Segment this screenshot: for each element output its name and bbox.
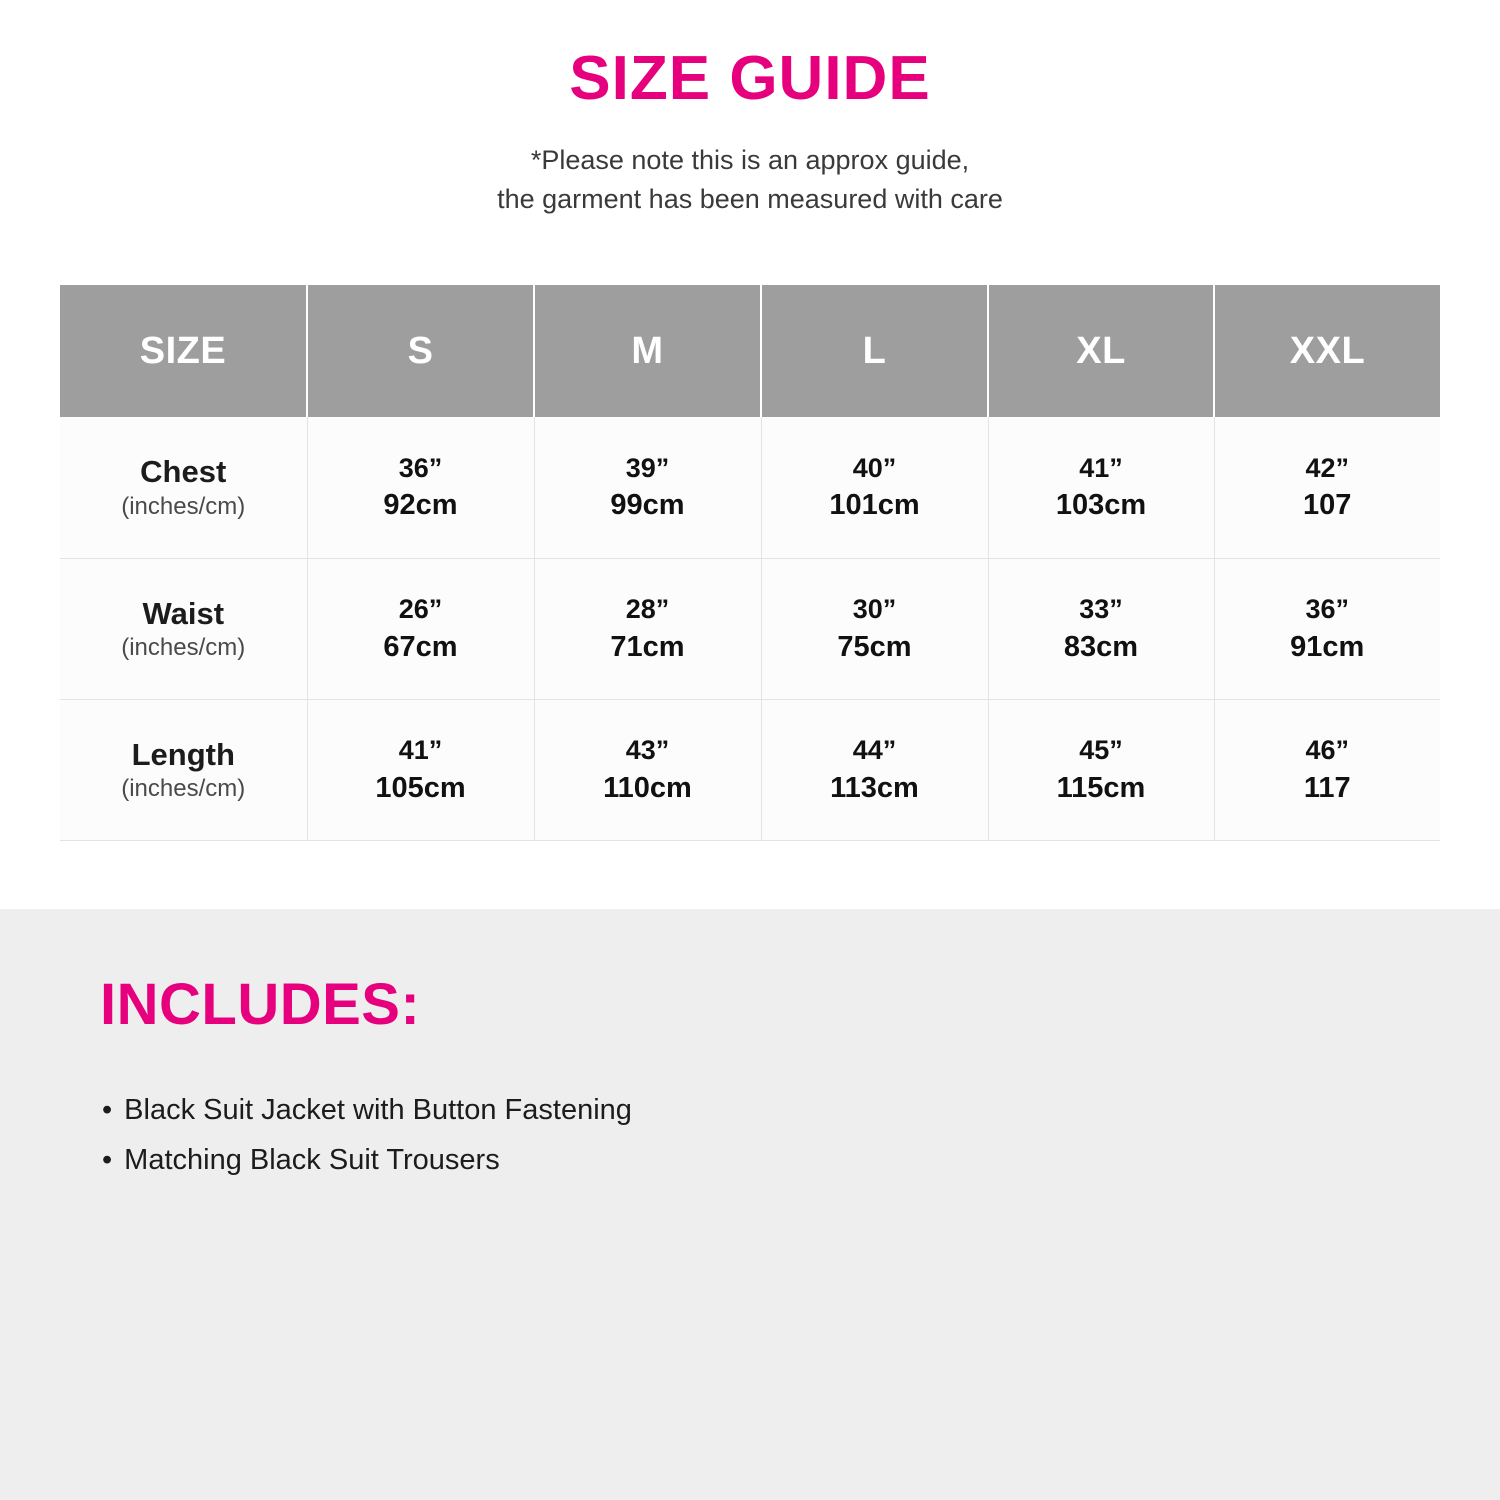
column-header-m: M: [534, 285, 761, 417]
column-header-l: L: [761, 285, 988, 417]
column-header-xxl: XXL: [1214, 285, 1440, 417]
table-row: [60, 417, 1440, 558]
cell-length-m-cm: 110cm: [603, 771, 692, 804]
approx-guide-note: [0, 141, 1500, 219]
bullet-icon: •: [102, 1143, 113, 1176]
cell-waist-m-inches: 28”: [625, 594, 670, 625]
table-row: [60, 558, 1440, 699]
cell-length-xl-inches: 45”: [1079, 735, 1123, 766]
cell-length-m-inches: 43”: [625, 735, 670, 766]
cell-chest-s: [307, 417, 534, 558]
row-label-length: [60, 699, 307, 840]
cell-chest-xl-inches: 41”: [1079, 452, 1123, 483]
cell-chest-m: [534, 417, 761, 558]
cell-chest-m-inches: 39”: [625, 452, 670, 483]
cell-chest-s-inches: 36”: [398, 452, 443, 483]
approx-guide-note-line1: *Please note this is an approx guide,: [530, 145, 970, 176]
cell-waist-m-cm: 71cm: [610, 630, 685, 663]
row-label-chest-units: (inches/cm): [121, 493, 246, 520]
list-item: [100, 1136, 1400, 1186]
cell-chest-xxl: [1214, 417, 1440, 558]
row-label-length-text: Length: [131, 736, 235, 772]
cell-length-m: [534, 699, 761, 840]
cell-waist-l-cm: 75cm: [837, 630, 912, 663]
column-header-size: SIZE: [60, 285, 307, 417]
cell-waist-s: [307, 558, 534, 699]
page-title: SIZE GUIDE: [569, 44, 931, 113]
includes-section: [0, 909, 1500, 1500]
cell-waist-xxl: [1214, 558, 1440, 699]
column-header-s: S: [307, 285, 534, 417]
cell-chest-s-cm: 92cm: [383, 489, 458, 522]
cell-length-xxl: [1214, 699, 1440, 840]
row-label-waist-text: Waist: [142, 595, 225, 631]
row-label-length-units: (inches/cm): [121, 775, 246, 803]
size-table-body: [60, 417, 1440, 840]
cell-waist-l-inches: 30”: [852, 594, 897, 625]
includes-list: [100, 1086, 1400, 1186]
size-table-head: [60, 285, 1440, 417]
cell-waist-xl: [988, 558, 1214, 699]
size-table: [60, 285, 1440, 841]
list-item-label: Black Suit Jacket with Button Fastening: [124, 1093, 632, 1126]
column-header-xl: XL: [988, 285, 1214, 417]
cell-length-l-inches: 44”: [852, 735, 897, 766]
cell-chest-m-cm: 99cm: [610, 489, 685, 522]
size-table-header-row: [60, 285, 1440, 417]
cell-waist-xl-inches: 33”: [1079, 594, 1123, 625]
cell-length-l-cm: 113cm: [830, 771, 919, 804]
cell-waist-s-inches: 26”: [398, 594, 443, 625]
cell-chest-l-cm: 101cm: [829, 489, 920, 522]
row-label-waist-units: (inches/cm): [121, 634, 246, 662]
row-label-chest-text: Chest: [140, 454, 227, 490]
cell-waist-s-cm: 67cm: [383, 630, 458, 663]
row-label-chest: [60, 417, 307, 558]
row-label-waist: [60, 558, 307, 699]
list-item: [100, 1086, 1400, 1136]
cell-length-xxl-inches: 46”: [1305, 735, 1350, 766]
list-item-label: Matching Black Suit Trousers: [124, 1143, 500, 1176]
cell-waist-xl-cm: 83cm: [1063, 630, 1139, 663]
cell-length-s-inches: 41”: [398, 735, 443, 766]
cell-chest-xxl-cm: 107: [1303, 489, 1352, 522]
cell-length-xxl-cm: 117: [1303, 771, 1351, 804]
cell-length-s-cm: 105cm: [375, 771, 466, 804]
cell-chest-l-inches: 40”: [852, 452, 897, 483]
cell-chest-xl: [988, 417, 1214, 558]
includes-title: INCLUDES:: [100, 971, 421, 1037]
cell-length-s: [307, 699, 534, 840]
approx-guide-note-line2: the garment has been measured with care: [497, 184, 1003, 215]
cell-waist-l: [761, 558, 988, 699]
cell-length-l: [761, 699, 988, 840]
cell-length-xl: [988, 699, 1214, 840]
table-row: [60, 699, 1440, 840]
cell-waist-m: [534, 558, 761, 699]
cell-waist-xxl-inches: 36”: [1305, 594, 1350, 625]
cell-chest-xl-cm: 103cm: [1055, 489, 1147, 522]
bullet-icon: •: [102, 1093, 113, 1126]
cell-chest-xxl-inches: 42”: [1305, 452, 1350, 483]
cell-chest-l: [761, 417, 988, 558]
size-table-wrapper: [60, 285, 1440, 841]
cell-waist-xxl-cm: 91cm: [1290, 630, 1365, 663]
cell-length-xl-cm: 115cm: [1056, 771, 1146, 804]
